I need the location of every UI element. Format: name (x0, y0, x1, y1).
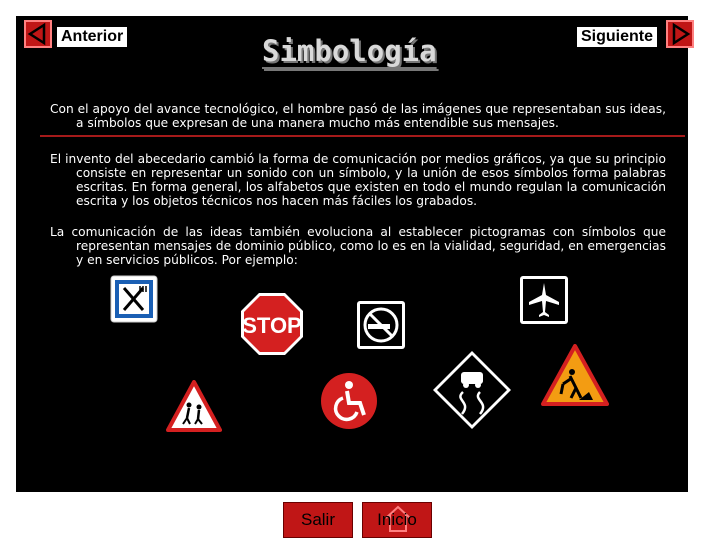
previous-label[interactable]: Anterior (57, 27, 127, 47)
intro-paragraph (50, 102, 666, 130)
exit-button[interactable]: Salir (283, 502, 353, 538)
no-smoking-sign-icon (356, 300, 406, 350)
previous-button[interactable] (24, 20, 52, 48)
children-crossing-sign-icon (166, 380, 222, 432)
home-label: Inicio (377, 510, 417, 529)
wheelchair-sign-icon (320, 372, 378, 430)
next-button[interactable] (666, 20, 694, 48)
alphabet-paragraph (50, 152, 666, 208)
paragraph-text: Con el apoyo del avance tecnológico, el hombre pasó de las imágenes que representaban sus ideas, a símbolos que expresan de una manera mucho más entendible sus mensajes. (50, 102, 666, 130)
paragraph-text: El invento del abecedario cambió la forma de comunicación por medios gráficos, ya que su principio consiste en representar un sonido con un símbolo, y la unión de esos símbolos forma palabras escritas. En forma general, los alfabetos que existen en todo el mundo regulan la comunicación escrita y los objetos técnicos nos hacen más fáciles los grabados. (50, 152, 666, 208)
slippery-road-sign-icon (432, 350, 512, 430)
page-title: Simbología (262, 34, 437, 68)
stop-text: STOP (242, 313, 302, 338)
arrow-right-icon (668, 22, 692, 46)
divider (40, 135, 685, 137)
home-button[interactable] (362, 502, 432, 538)
roadwork-sign-icon (541, 344, 609, 406)
stop-sign-icon (240, 292, 304, 356)
next-label[interactable]: Siguiente (577, 27, 657, 47)
airport-sign-icon (519, 275, 569, 325)
paragraph-text: La comunicación de las ideas también evoluciona al establecer pictogramas con símbolos que representan mensajes de dominio público, como lo es en la vialidad, seguridad, en emergencias y en servicios públicos. Por ejemplo: (50, 225, 666, 267)
restaurant-sign-icon (110, 275, 158, 323)
pictogram-paragraph (50, 225, 666, 267)
arrow-left-icon (26, 22, 50, 46)
